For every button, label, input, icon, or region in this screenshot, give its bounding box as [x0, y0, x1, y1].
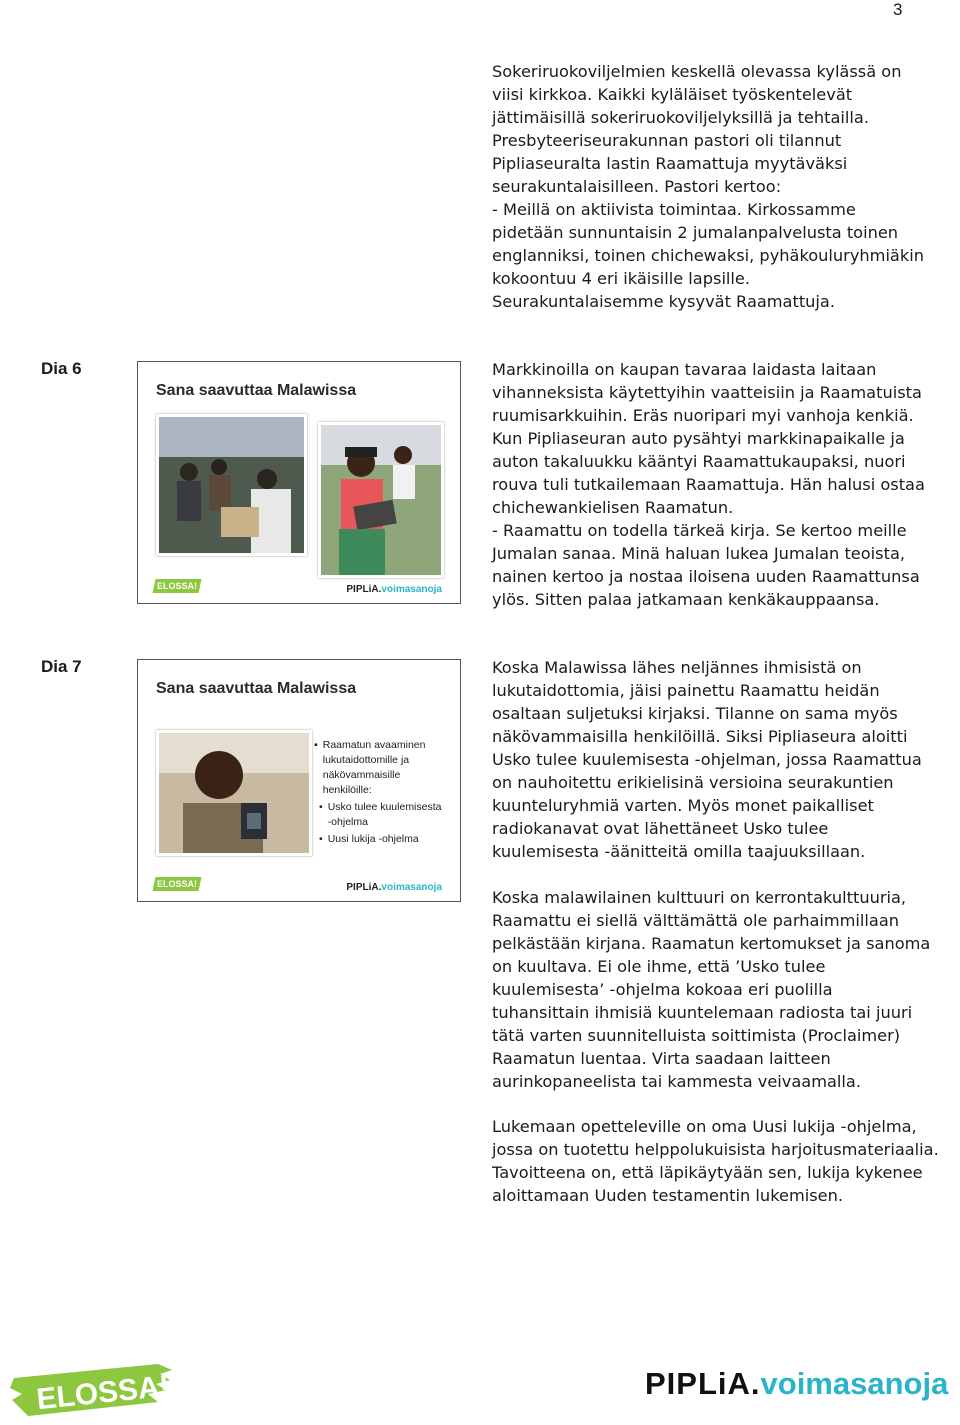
- bullet-line: -ohjelma: [327, 816, 368, 828]
- sub-bullet: [319, 832, 454, 847]
- elossa-logo-icon: [8, 1360, 178, 1420]
- text-line: aloittamaan Uuden testamentin lukemisen.: [492, 1186, 844, 1205]
- text-line: aurinkopaneelista tai kammesta veivaamalla.: [492, 1072, 861, 1091]
- dia7-paragraph-1: [492, 656, 932, 863]
- text-line: auton takaluukku kääntyi Raamattukaupaksi, nuori: [492, 452, 906, 471]
- text-line: radiokanavat ovat lähettäneet Usko tulee: [492, 819, 829, 838]
- market-photo: [156, 414, 307, 556]
- text-line: Usko tulee kuulemisesta -ohjelman, jossa Raamattua: [492, 750, 922, 769]
- elossa-logo-text: ELOSSA!: [156, 581, 197, 591]
- dia7-paragraph-2: [492, 886, 932, 1093]
- text-line: - Meillä on aktiivista toimintaa. Kirkossamme: [492, 200, 856, 219]
- dia7-slide: [137, 659, 461, 902]
- bullet-line: Uusi lukija -ohjelma: [327, 833, 419, 845]
- piplia-text: PIPLiA.: [346, 584, 382, 595]
- footer-piplia-logo: [645, 1366, 948, 1402]
- text-line: osaltaan suljetuksi kirjaksi. Tilanne on sama myös: [492, 704, 898, 723]
- text-line: kuunteluryhmiä varten. Myös monet paikalliset: [492, 796, 874, 815]
- text-line: jättimäisillä sokeriruokoviljelyksillä ja tehtailla.: [492, 108, 869, 127]
- text-line: Tavoitteena on, että läpikäytyään sen, lukija kykenee: [492, 1163, 923, 1182]
- dia7-paragraph-3: [492, 1115, 939, 1207]
- piplia-logo: [346, 584, 442, 595]
- text-line: chichewankielisen Raamatun.: [492, 498, 734, 517]
- text-line: - Raamattu on todella tärkeä kirja. Se kertoo meille: [492, 521, 907, 540]
- text-line: englanniksi, toinen chichewaksi, pyhäkouluryhmiäkin: [492, 246, 924, 265]
- text-line: Pipliaseuralta lastin Raamattuja myytäväksi: [492, 154, 848, 173]
- text-line: tätä varten suunnitelluista soittimista (Proclaimer): [492, 1026, 901, 1045]
- text-line: vihanneksista käytettyihin vaatteisiin ja Raamatuista: [492, 383, 922, 402]
- dia6-text: [492, 358, 932, 611]
- text-line: näkövammaisilla henkilöillä. Siksi Pipliaseura aloitti: [492, 727, 908, 746]
- text-line: kuulemisesta -äänitteitä omilla taajuuksillaan.: [492, 842, 866, 861]
- bullet-line: näkövammaisille: [322, 769, 401, 781]
- text-line: Seurakuntalaisemme kysyvät Raamattuja.: [492, 292, 835, 311]
- text-line: Jumalan sanaa. Minä haluan lukea Jumalan teoista,: [492, 544, 906, 563]
- dia6-slide: [137, 361, 461, 604]
- piplia-text: PIPLiA.: [346, 882, 382, 893]
- text-line: ruumisarkkuihin. Eräs nuoripari myi vanhoja kenkiä.: [492, 406, 914, 425]
- text-line: Raamatun luentaa. Virta saadaan laitteen: [492, 1049, 831, 1068]
- elossa-logo-text: ELOSSA!: [156, 879, 197, 889]
- bullet-main: [314, 738, 454, 798]
- intro-paragraph: [492, 60, 932, 313]
- text-line: Koska malawilainen kulttuuri on kerrontakulttuuria,: [492, 888, 907, 907]
- elossa-logo: [153, 579, 202, 593]
- boy-photo: [156, 730, 312, 856]
- slide-bullets: [314, 738, 454, 847]
- sub-bullet-icon: •: [319, 801, 323, 813]
- text-line: tuhansittain ihmisiä kuuntelemaan radiosta tai juuri: [492, 1003, 913, 1022]
- footer-elossa-logo: [8, 1360, 178, 1420]
- text-line: Raamattu ei siellä välttämättä ole parhaimmillaan: [492, 911, 900, 930]
- text-line: pidetään sunnuntaisin 2 jumalanpalvelusta toinen: [492, 223, 899, 242]
- text-line: viisi kirkkoa. Kaikki kyläläiset työskentelevät: [492, 85, 853, 104]
- footer-elossa-text: ELOSSA!: [35, 1369, 172, 1417]
- market-photo-image: [159, 417, 304, 553]
- text-line: seurakuntalaisilleen. Pastori kertoo:: [492, 177, 782, 196]
- sub-bullet: [319, 800, 454, 830]
- text-line: Markkinoilla on kaupan tavaraa laidasta laitaan: [492, 360, 877, 379]
- page-number: 3: [893, 0, 903, 19]
- text-line: rouva tuli tutkailemaan Raamattuja. Hän halusi ostaa: [492, 475, 925, 494]
- woman-photo-image: [321, 425, 441, 575]
- text-line: Lukemaan opetteleville on oma Uusi lukija -ohjelma,: [492, 1117, 917, 1136]
- text-line: on nauhoitettu erikielisinä versioina seurakuntien: [492, 773, 894, 792]
- slide-title: Sana saavuttaa Malawissa: [156, 680, 357, 697]
- bullet-line: henkilöille:: [322, 784, 372, 796]
- text-line: on kuultava. Ei ole ihme, että ’Usko tulee: [492, 957, 826, 976]
- bullet-line: Raamatun avaaminen: [322, 739, 426, 751]
- text-line: nainen kertoo ja nostaa iloisena uuden Raamattunsa: [492, 567, 920, 586]
- voimasanoja-text: voimasanoja: [381, 584, 442, 595]
- text-line: kuulemisesta’ -ohjelma kokoaa eri puolilla: [492, 980, 833, 999]
- bullet-icon: ▪: [314, 739, 318, 751]
- dia7-label: Dia 7: [41, 657, 82, 676]
- bullet-line: Usko tulee kuulemisesta: [327, 801, 442, 813]
- text-line: jossa on tuotettu helppolukuisista harjoitusmateriaalia.: [492, 1140, 939, 1159]
- text-line: ylös. Sitten palaa jatkamaan kenkäkauppaansa.: [492, 590, 880, 609]
- dia6-label: Dia 6: [41, 359, 82, 378]
- text-line: Kun Pipliaseuran auto pysähtyi markkinapaikalle ja: [492, 429, 905, 448]
- text-line: lukutaidottomia, jäisi painettu Raamattu heidän: [492, 681, 880, 700]
- voimasanoja-text: voimasanoja: [381, 882, 442, 893]
- elossa-logo: [153, 877, 202, 891]
- footer-voimasanoja-text: voimasanoja: [760, 1366, 949, 1401]
- text-line: Koska Malawissa lähes neljännes ihmisistä on: [492, 658, 862, 677]
- text-line: pelkästään kirjana. Raamatun kertomukset ja sanoma: [492, 934, 931, 953]
- piplia-logo: [346, 882, 442, 893]
- sub-bullet-icon: •: [319, 833, 323, 845]
- text-line: kokoontuu 4 eri ikäisille lapsille.: [492, 269, 751, 288]
- woman-photo: [318, 422, 444, 578]
- footer-piplia-text: PIPLiA.: [645, 1366, 761, 1401]
- text-line: Sokeriruokoviljelmien keskellä olevassa kylässä on: [492, 62, 902, 81]
- bullet-line: lukutaidottomille ja: [322, 754, 410, 766]
- slide-title: Sana saavuttaa Malawissa: [156, 382, 357, 399]
- text-line: Presbyteeriseurakunnan pastori oli tilannut: [492, 131, 842, 150]
- boy-photo-image: [159, 733, 309, 853]
